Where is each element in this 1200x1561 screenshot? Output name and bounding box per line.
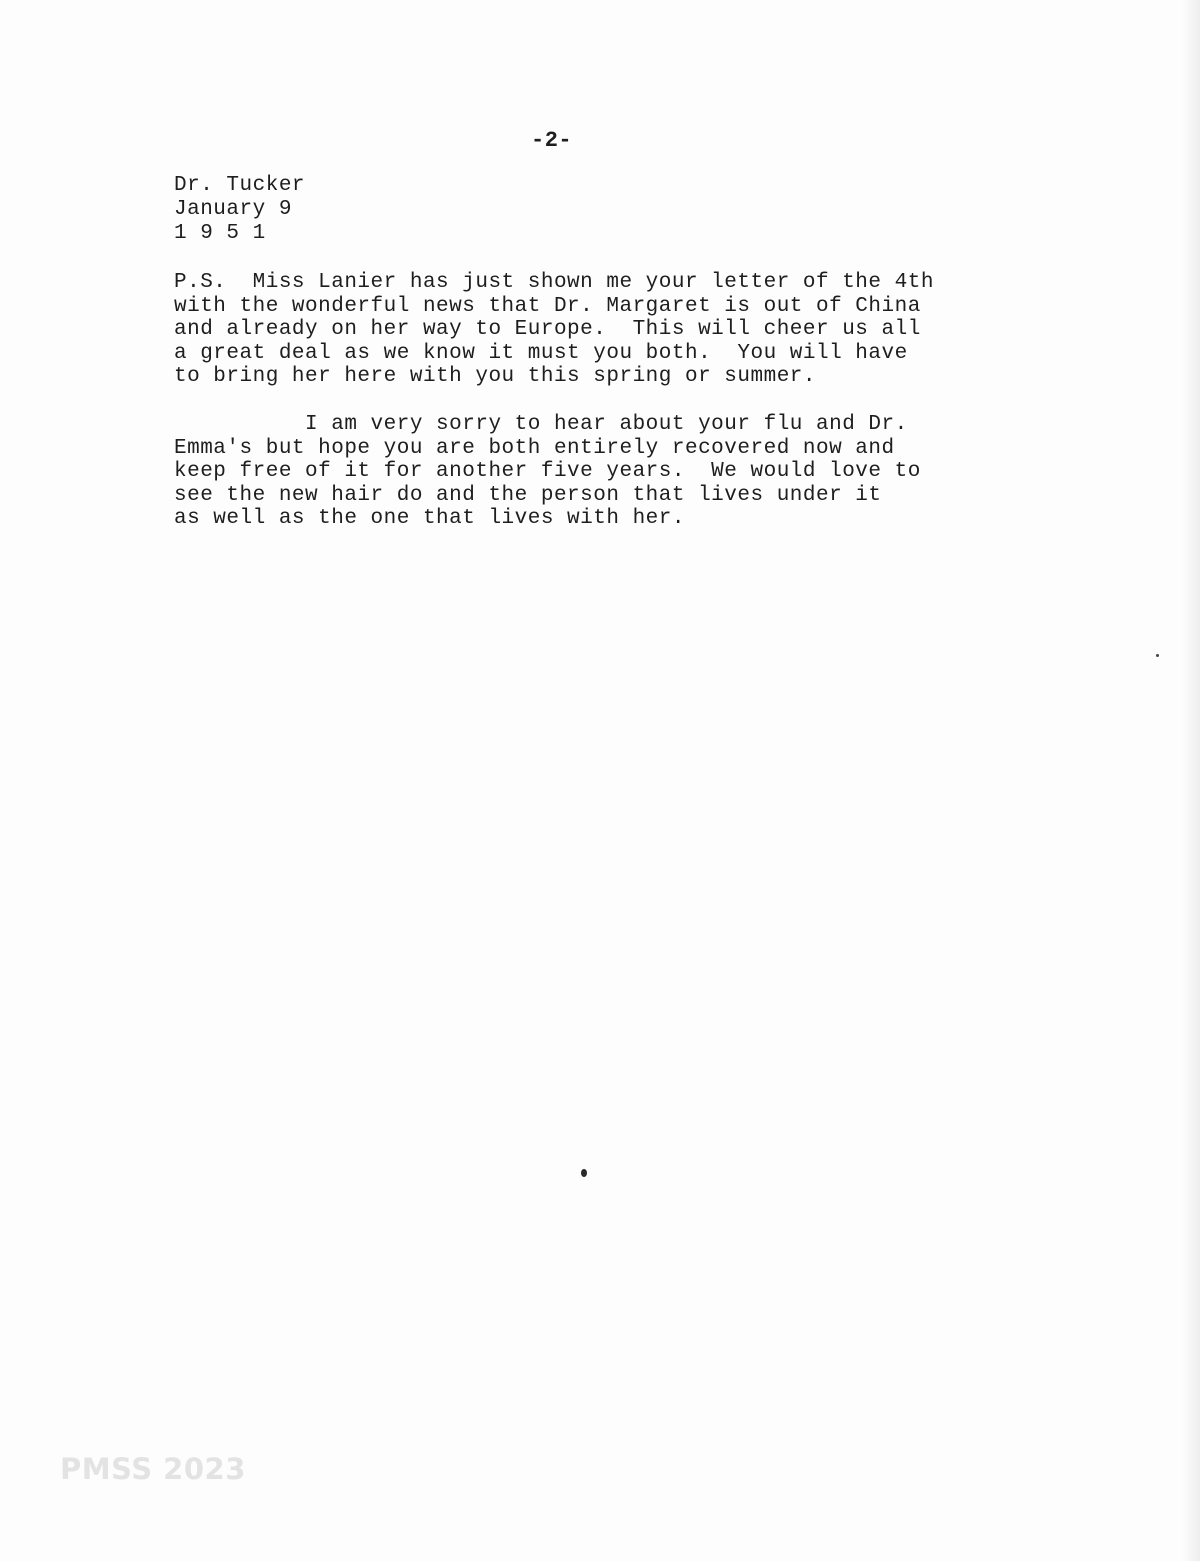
ink-speck <box>1156 654 1159 657</box>
paragraph-line: I am very sorry to hear about your flu and Dr. <box>174 413 908 436</box>
paragraph-line: Emma's but hope you are both entirely recovered now and <box>174 436 895 460</box>
addressee-block <box>174 174 305 246</box>
paragraph-line: keep free of it for another five years. We would love to <box>174 460 921 483</box>
postscript-paragraph <box>174 271 934 389</box>
paragraph-line: as well as the one that lives with her. <box>174 507 685 530</box>
page-number: -2- <box>531 128 573 153</box>
addressee-name: Dr. Tucker <box>174 174 306 197</box>
archive-watermark: PMSS 2023 <box>60 1452 246 1486</box>
paragraph-line: a great deal as we know it must you both. You will have <box>174 341 908 365</box>
paragraph-line: see the new hair do and the person that lives under it <box>174 483 882 507</box>
paragraph-line: to bring her here with you this spring or summer. <box>174 365 817 388</box>
paragraph-line: and already on her way to Europe. This will cheer us all <box>174 318 921 341</box>
second-paragraph <box>174 413 921 531</box>
paragraph-line: with the wonderful news that Dr. Margaret is out of China <box>174 294 921 318</box>
paragraph-line: P.S. Miss Lanier has just shown me your letter of the 4th <box>174 271 934 294</box>
addressee-year: 1 9 5 1 <box>174 222 266 245</box>
ink-speck <box>581 1169 587 1177</box>
addressee-date: January 9 <box>174 198 292 221</box>
page-edge-shadow <box>1182 0 1200 1561</box>
